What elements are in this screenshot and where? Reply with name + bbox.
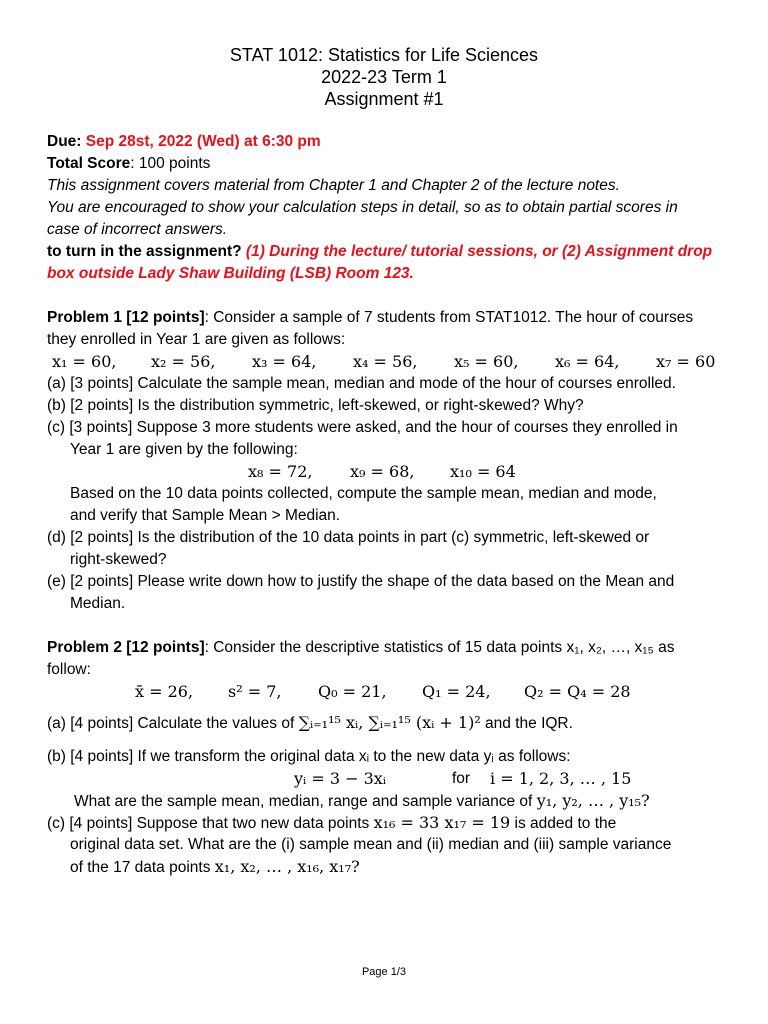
p2-c-text-3: of the 17 data points bbox=[70, 859, 211, 876]
page-number: Page 1/3 bbox=[361, 966, 407, 978]
p2-b-index-range: i = 1, 2, 3, … , 15 bbox=[490, 769, 632, 788]
problem-1-intro-2: they enrolled in Year 1 are given as follows: bbox=[47, 331, 346, 348]
p2-stat-variance: s² = 7, bbox=[228, 682, 282, 701]
p1-c-data-x8: x₈ = 72, bbox=[248, 462, 313, 481]
problem-1-part-c-line-2: Year 1 are given by the following: bbox=[70, 441, 298, 458]
course-title: STAT 1012: Statistics for Life Sciences bbox=[229, 45, 539, 65]
p2-b-for: for bbox=[452, 770, 471, 787]
problem-1-part-c-line-1: (c) [3 points] Suppose 3 more students were asked, and the hour of courses they enrolled in bbox=[47, 419, 678, 436]
p2-c-new-points: x₁₆ = 33 x₁₇ = 19 bbox=[373, 813, 511, 832]
p1-data-x7: x₇ = 60 bbox=[656, 352, 716, 371]
turnin-value-2: box outside Lady Shaw Building (LSB) Room 123. bbox=[47, 265, 414, 282]
p2-b-question: What are the sample mean, median, range and sample variance of bbox=[74, 793, 533, 810]
p2-stat-q0: Q₀ = 21, bbox=[318, 682, 387, 701]
p1-c-data-x10: x₁₀ = 64 bbox=[450, 462, 516, 481]
p2-a-text-end: and the IQR. bbox=[485, 715, 573, 732]
problem-1-part-a: (a) [3 points] Calculate the sample mean, median and mode of the hour of courses enrolled. bbox=[47, 375, 676, 392]
p1-data-x6: x₆ = 64, bbox=[555, 352, 620, 371]
turnin-label: to turn in the assignment? bbox=[47, 243, 242, 260]
problem-2-part-c-line-3 bbox=[70, 856, 360, 879]
intro-line-2: You are encouraged to show your calculation steps in detail, so as to obtain partial scores in bbox=[47, 199, 678, 216]
problem-2-heading bbox=[47, 637, 674, 659]
problem-2-part-c-line-2: original data set. What are the (i) sample mean and (ii) median and (iii) sample variance bbox=[70, 836, 672, 853]
problem-2-title: Problem 2 [12 points] bbox=[47, 639, 205, 656]
due-line bbox=[47, 131, 321, 153]
score-line bbox=[47, 153, 210, 175]
p2-a-sums: ∑ᵢ₌₁¹⁵ xᵢ, ∑ᵢ₌₁¹⁵ (xᵢ + 1)² bbox=[298, 713, 481, 732]
score-label: Total Score bbox=[47, 155, 131, 172]
problem-1-part-d-line-2: right-skewed? bbox=[70, 551, 167, 568]
turnin-line-2 bbox=[47, 263, 414, 285]
problem-2-part-b-line-2 bbox=[74, 790, 650, 813]
p1-data-x5: x₅ = 60, bbox=[454, 352, 519, 371]
score-value: : 100 points bbox=[130, 155, 211, 172]
p2-stat-mean: x̄ = 26, bbox=[135, 682, 194, 701]
p1-data-x2: x₂ = 56, bbox=[151, 352, 216, 371]
problem-1-intro: : Consider a sample of 7 students from STAT1012. The hour of courses bbox=[204, 309, 694, 326]
problem-1-part-e-line-2: Median. bbox=[70, 595, 126, 612]
p2-stat-q2-q4: Q₂ = Q₄ = 28 bbox=[524, 682, 631, 701]
due-value: Sep 28st, 2022 (Wed) at 6:30 pm bbox=[85, 133, 321, 150]
p2-stat-q1: Q₁ = 24, bbox=[422, 682, 491, 701]
problem-1-part-b: (b) [2 points] Is the distribution symmetric, left-skewed, or right-skewed? Why? bbox=[47, 397, 584, 414]
p2-c-text: (c) [4 points] Suppose that two new data points bbox=[47, 815, 370, 832]
turnin-value-1: (1) During the lecture/ tutorial sessions, or (2) Assignment drop bbox=[241, 243, 713, 260]
p2-c-data-points: x₁, x₂, … , x₁₆, x₁₇? bbox=[214, 857, 360, 876]
intro-line-1: This assignment covers material from Chapter 1 and Chapter 2 of the lecture notes. bbox=[47, 177, 620, 194]
p1-data-x4: x₄ = 56, bbox=[353, 352, 418, 371]
p2-a-text: (a) [4 points] Calculate the values of bbox=[47, 715, 295, 732]
p1-c-data-x9: x₉ = 68, bbox=[350, 462, 415, 481]
problem-2-part-c-line-1 bbox=[47, 812, 616, 835]
p2-b-y-values: y₁, y₂, … , y₁₅? bbox=[536, 791, 650, 810]
problem-2-part-a bbox=[47, 712, 573, 735]
term-title: 2022-23 Term 1 bbox=[321, 67, 447, 87]
problem-1-part-d-line-1: (d) [2 points] Is the distribution of the 10 data points in part (c) symmetric, left-skewed or bbox=[47, 529, 650, 546]
problem-1-part-c-line-3: Based on the 10 data points collected, compute the sample mean, median and mode, bbox=[70, 485, 657, 502]
p2-c-text-end: is added to the bbox=[514, 815, 617, 832]
p1-data-x1: x₁ = 60, bbox=[52, 352, 117, 371]
assignment-title: Assignment #1 bbox=[324, 89, 444, 109]
due-label: Due: bbox=[47, 133, 82, 150]
problem-2-part-b-line-1: (b) [4 points] If we transform the original data xᵢ to the new data yᵢ as follows: bbox=[47, 748, 571, 765]
problem-1-heading bbox=[47, 307, 693, 329]
p1-data-x3: x₃ = 64, bbox=[252, 352, 317, 371]
problem-1-part-c-line-4: and verify that Sample Mean > Median. bbox=[70, 507, 341, 524]
problem-1-title: Problem 1 [12 points] bbox=[47, 309, 205, 326]
intro-line-3: case of incorrect answers. bbox=[47, 221, 228, 238]
problem-2-intro: : Consider the descriptive statistics of 15 data points x₁, x₂, …, x₁₅ as bbox=[204, 639, 675, 656]
problem-2-intro-2: follow: bbox=[47, 661, 91, 678]
turnin-line-1 bbox=[47, 241, 712, 263]
p2-b-equation: yᵢ = 3 − 3xᵢ bbox=[294, 769, 387, 788]
problem-1-part-e-line-1: (e) [2 points] Please write down how to justify the shape of the data based on the Mean and bbox=[47, 573, 675, 590]
